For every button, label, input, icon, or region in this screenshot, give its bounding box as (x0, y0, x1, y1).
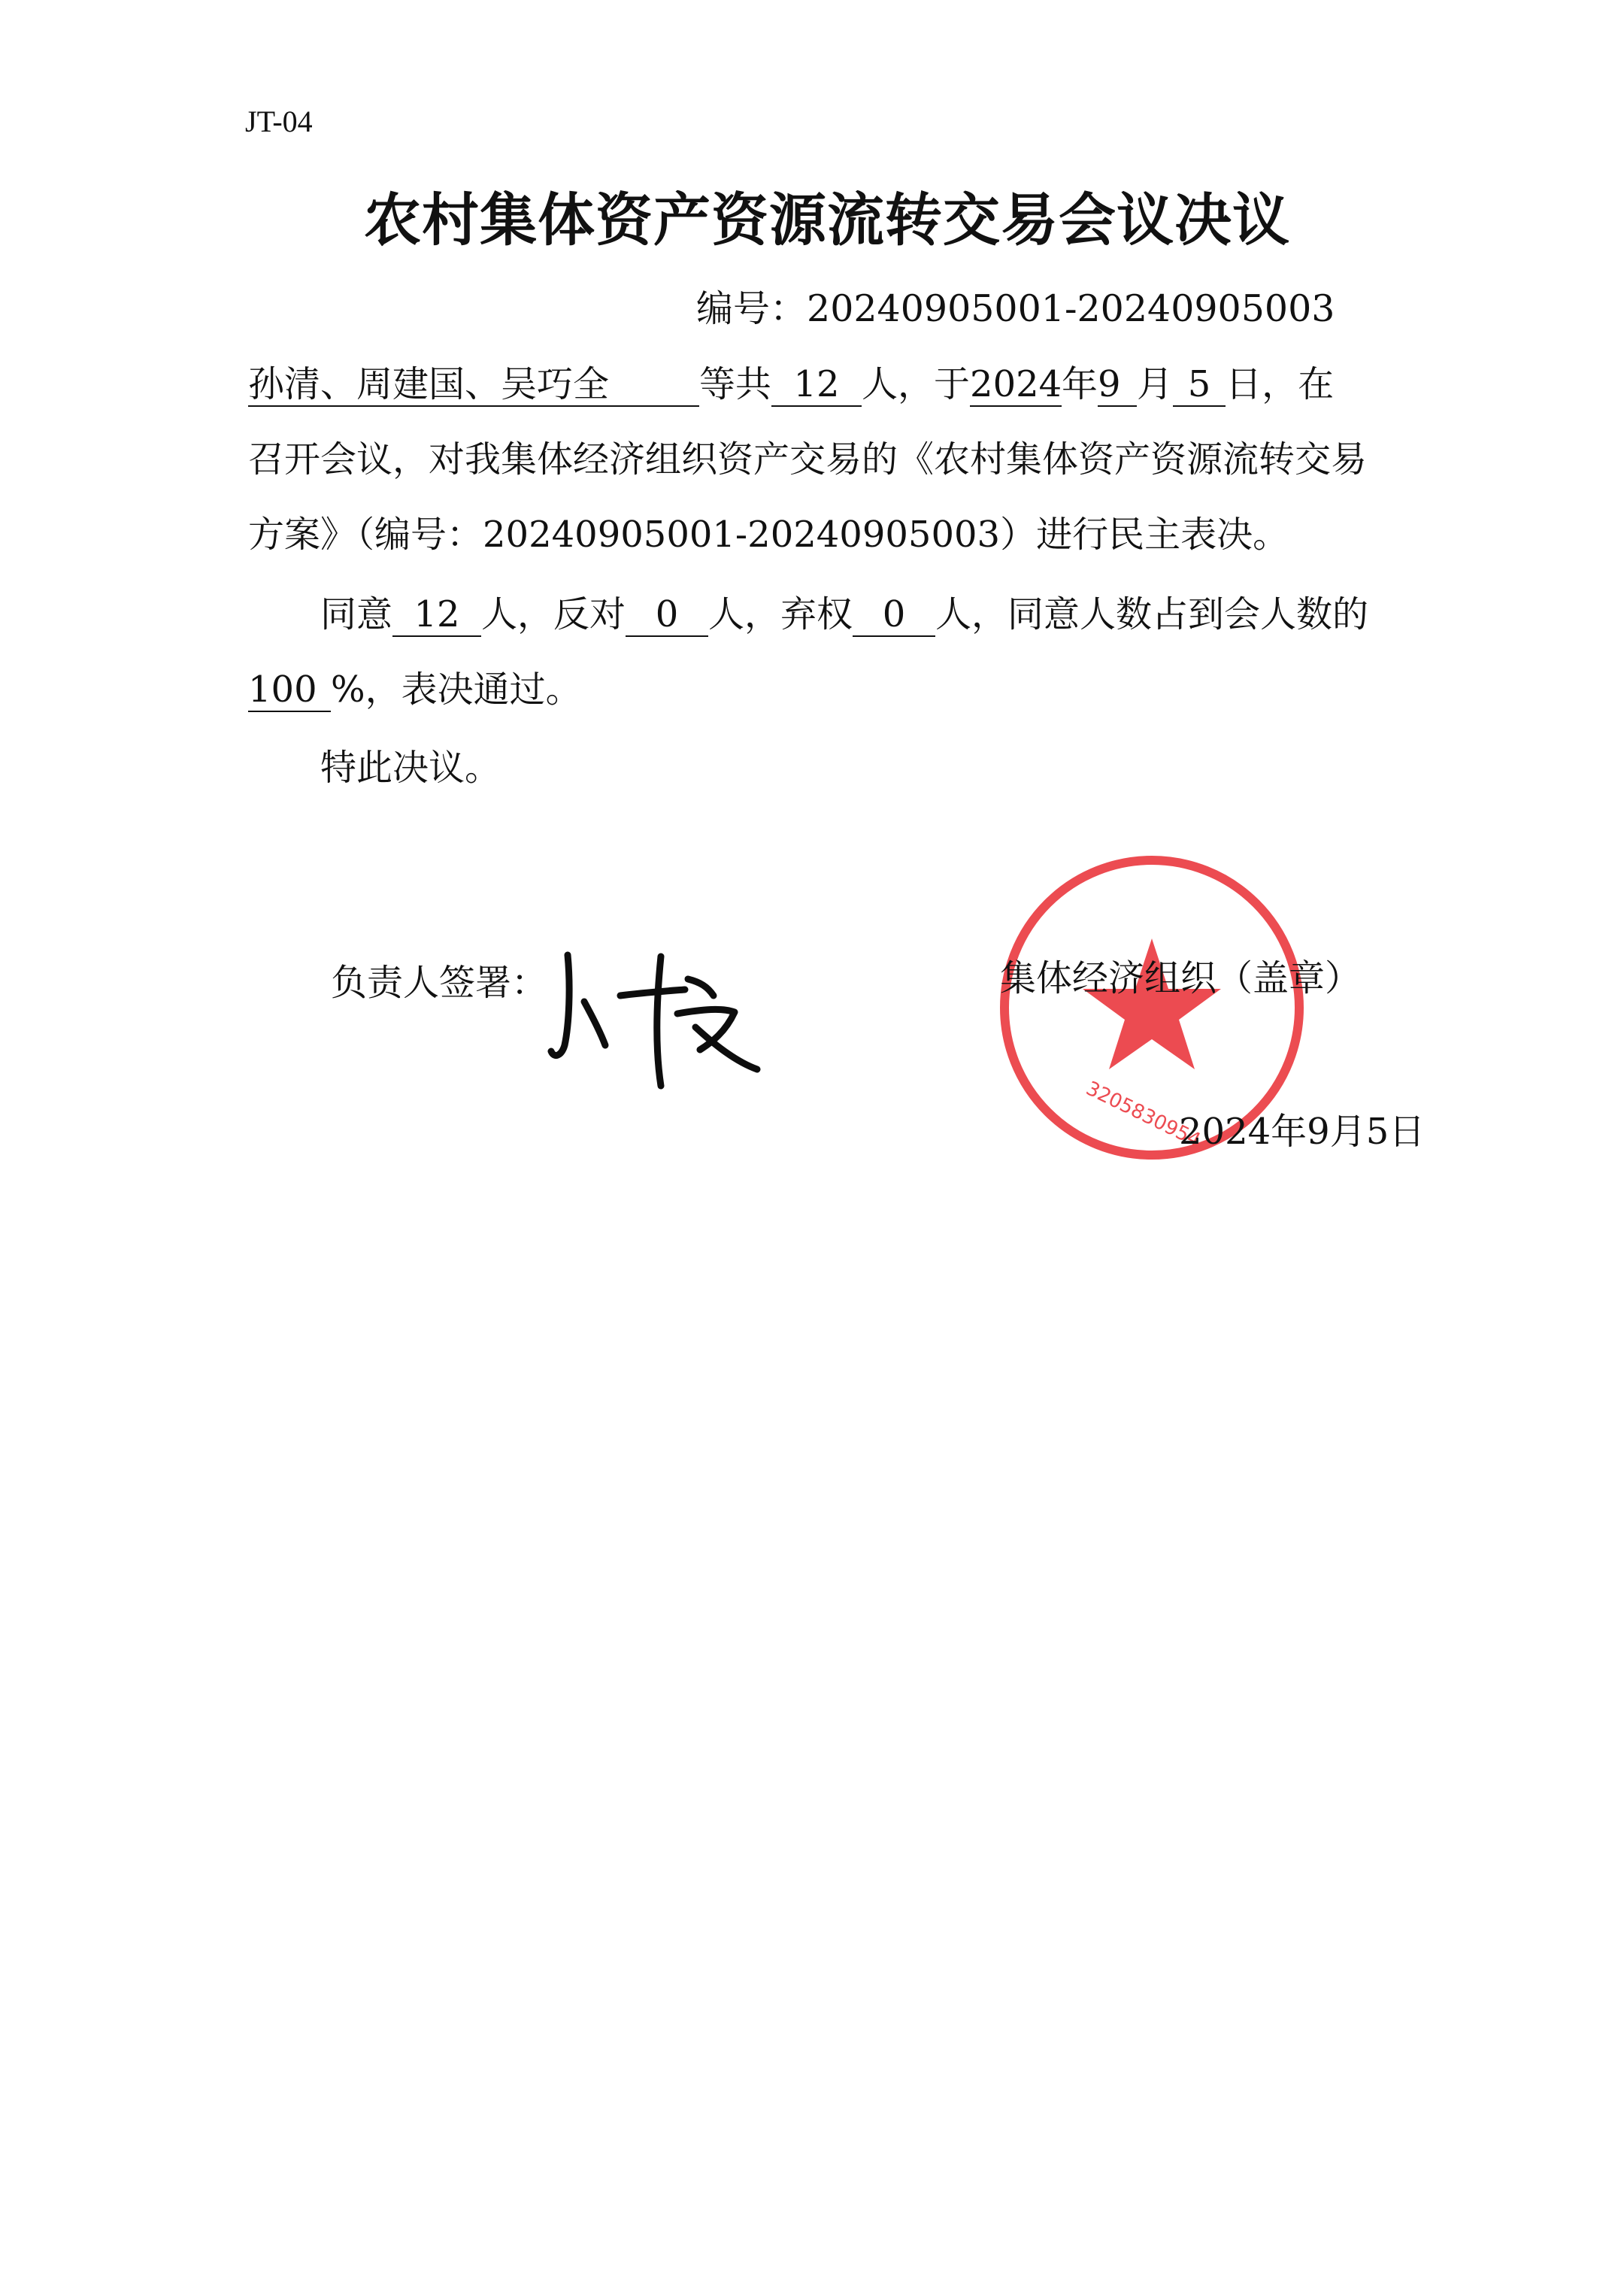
text-ri-zai: 日，在 (1226, 363, 1335, 405)
text-deng-gong: 等共 (699, 363, 772, 405)
organization-seal-label: 集体经济组织（盖章） (1000, 957, 1362, 999)
resolution-paragraph-line-1 (248, 355, 1334, 407)
signature-date: 2024年9月5日 (1179, 1111, 1426, 1153)
text-nian: 年 (1062, 363, 1098, 405)
meeting-day: 5 (1173, 364, 1226, 407)
resolution-paragraph-line-3: 方案》（编号：20240905001-20240905003）进行民主表决。 (248, 514, 1289, 556)
meeting-year: 2024 (970, 364, 1062, 407)
oppose-count: 0 (626, 594, 708, 637)
vote-line-1 (248, 585, 1368, 637)
text-ren-abstain: 人，弃权 (708, 593, 853, 635)
form-code: JT-04 (245, 105, 313, 138)
vote-line-2 (248, 660, 582, 712)
text-ren-rest: 人，同意人数占到会人数的 (935, 593, 1369, 635)
closing-statement (248, 738, 501, 790)
agree-percentage: 100 (248, 669, 331, 712)
abstain-count: 0 (853, 594, 935, 637)
text-agree: 同意 (320, 593, 393, 635)
serial-label: 编号： (696, 287, 807, 330)
handwritten-signature (545, 949, 771, 1099)
serial-number (696, 280, 1335, 332)
text-ren-yu: 人，于 (862, 363, 971, 405)
text-ren-oppose: 人，反对 (481, 593, 626, 635)
resolution-paragraph-line-2: 召开会议，对我集体经济组织资产交易的《农村集体资产资源流转交易 (248, 438, 1368, 481)
attendee-names: 孙清、周建国、吴巧全 (248, 364, 699, 407)
meeting-month: 9 (1098, 364, 1137, 407)
agree-count: 12 (392, 594, 481, 637)
attendee-count: 12 (771, 364, 862, 407)
text-yue: 月 (1137, 363, 1174, 405)
text-percent-rest: %，表决通过。 (331, 669, 582, 711)
closing-text: 特此决议。 (320, 747, 501, 789)
seal-code: 3205830954 (1082, 1077, 1204, 1153)
document-title: 农村集体资产资源流转交易会议决议 (364, 186, 1290, 253)
serial-value: 20240905001-20240905003 (807, 287, 1335, 330)
signer-label: 负责人签署： (331, 962, 548, 1004)
